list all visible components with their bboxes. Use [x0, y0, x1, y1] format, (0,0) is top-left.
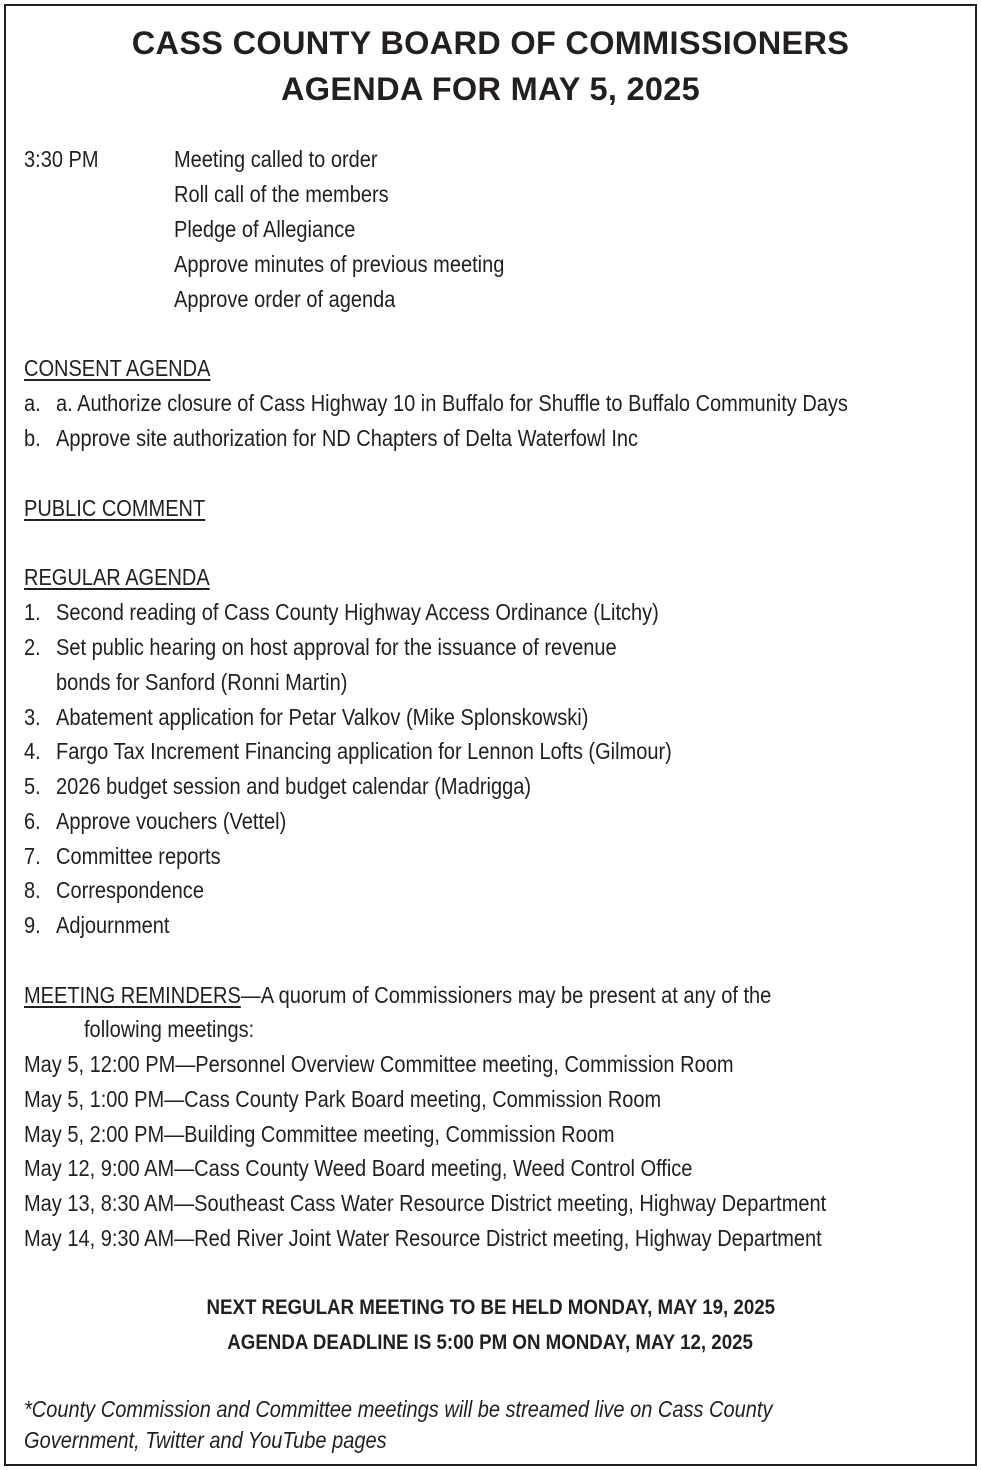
- regular-item-marker: 5.: [24, 773, 41, 799]
- regular-item-marker: 4.: [24, 738, 41, 764]
- consent-item-marker: b.: [24, 425, 41, 451]
- regular-item: 2026 budget session and budget calendar (Madrigga): [56, 773, 532, 799]
- streaming-note: *County Commission and Committee meetings will be streamed live on Cass County: [24, 1396, 773, 1422]
- regular-item: Correspondence: [56, 877, 204, 903]
- agenda-deadline-notice: [6, 1325, 975, 1360]
- consent-item-marker: a.: [24, 390, 41, 416]
- streaming-note-continuation: Government, Twitter and YouTube pages: [24, 1427, 387, 1453]
- reminder-item: May 5, 2:00 PM—Building Committee meeting, Commission Room: [24, 1121, 615, 1147]
- consent-item: a. Authorize closure of Cass Highway 10 in Buffalo for Shuffle to Buffalo Community Days: [56, 390, 848, 416]
- opening-item: Approve order of agenda: [174, 286, 396, 312]
- opening-item: Pledge of Allegiance: [174, 216, 356, 242]
- next-meeting-notice: [6, 1290, 975, 1325]
- opening-item: Approve minutes of previous meeting: [174, 251, 505, 277]
- regular-item: Set public hearing on host approval for the issuance of revenue: [56, 634, 617, 660]
- page-subtitle: AGENDA FOR MAY 5, 2025: [280, 71, 700, 107]
- reminder-item: May 12, 9:00 AM—Cass County Weed Board meeting, Weed Control Office: [24, 1155, 693, 1181]
- regular-item-marker: 2.: [24, 634, 41, 660]
- regular-item: Committee reports: [56, 843, 221, 869]
- regular-item-marker: 8.: [24, 877, 41, 903]
- agenda-notice: [4, 4, 977, 1466]
- regular-item-marker: 7.: [24, 843, 41, 869]
- reminder-item: May 14, 9:30 AM—Red River Joint Water Resource District meeting, Highway Department: [24, 1225, 822, 1251]
- opening-item: Meeting called to order: [174, 146, 378, 172]
- regular-item-continuation: bonds for Sanford (Ronni Martin): [56, 669, 348, 695]
- regular-item-marker: 9.: [24, 912, 41, 938]
- reminder-item: May 13, 8:30 AM—Southeast Cass Water Resource District meeting, Highway Department: [24, 1190, 827, 1216]
- reminder-item: May 5, 1:00 PM—Cass County Park Board meeting, Commission Room: [24, 1086, 662, 1112]
- regular-item-marker: 1.: [24, 599, 41, 625]
- regular-item: Fargo Tax Increment Financing application for Lennon Lofts (Gilmour): [56, 738, 672, 764]
- reminders-intro: [24, 978, 771, 1013]
- reminder-item: May 5, 12:00 PM—Personnel Overview Committee meeting, Commission Room: [24, 1051, 734, 1077]
- reminders-intro-continuation: following meetings:: [84, 1016, 255, 1042]
- opening-item: Roll call of the members: [174, 181, 389, 207]
- consent-agenda-heading: CONSENT AGENDA: [24, 355, 211, 381]
- reminders-intro-text: —A quorum of Commissioners may be present at any of the: [240, 982, 772, 1008]
- page-title: CASS COUNTY BOARD OF COMMISSIONERS: [131, 25, 850, 61]
- regular-item: Adjournment: [56, 912, 170, 938]
- agenda-deadline-text: AGENDA DEADLINE IS 5:00 PM ON MONDAY, MAY 12, 2025: [227, 1330, 754, 1354]
- public-comment-heading: PUBLIC COMMENT: [24, 495, 206, 521]
- consent-item: Approve site authorization for ND Chapters of Delta Waterfowl Inc: [56, 425, 639, 451]
- regular-item: Abatement application for Petar Valkov (Mike Splonskowski): [56, 704, 589, 730]
- regular-item-marker: 3.: [24, 704, 41, 730]
- regular-item: Approve vouchers (Vettel): [56, 808, 287, 834]
- regular-agenda-heading: REGULAR AGENDA: [24, 564, 210, 590]
- reminders-heading: MEETING REMINDERS: [24, 982, 241, 1008]
- opening-time: 3:30 PM: [24, 146, 99, 172]
- regular-item-marker: 6.: [24, 808, 41, 834]
- regular-item: Second reading of Cass County Highway Access Ordinance (Litchy): [56, 599, 659, 625]
- next-meeting-text: NEXT REGULAR MEETING TO BE HELD MONDAY, MAY 19, 2025: [206, 1295, 775, 1319]
